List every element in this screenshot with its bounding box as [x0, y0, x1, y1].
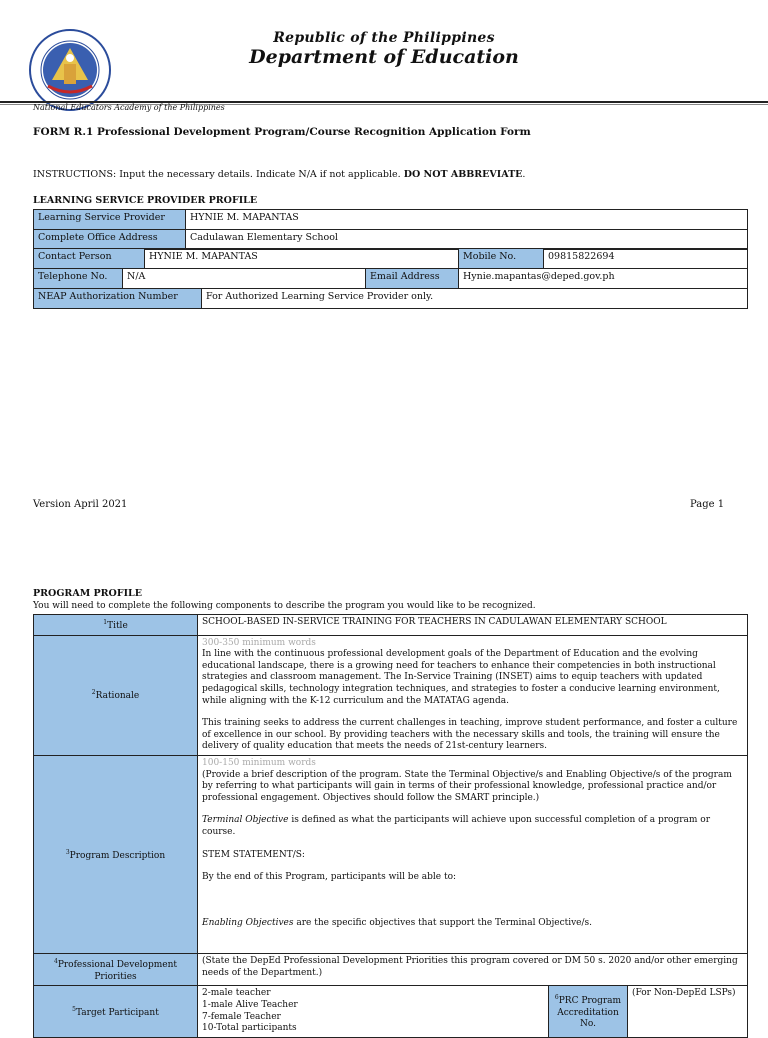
priorities-label-cell — [34, 954, 198, 986]
stem-by-end: By the end of this Program, participants will be able to: — [202, 872, 457, 883]
telephone-value[interactable]: N/A — [123, 269, 366, 289]
telephone-label: Telephone No. — [34, 269, 123, 289]
republic-heading: Republic of the Philippines — [273, 30, 495, 46]
mobile-label: Mobile No. — [459, 249, 544, 269]
neap-line: National Educators Academy of the Philippines — [33, 103, 225, 112]
target-line: 2-male teacher — [202, 988, 271, 999]
target-label: Target Participant — [76, 1007, 159, 1018]
lsp-phone-table — [33, 268, 748, 289]
rationale-num: 2 — [91, 689, 96, 697]
address-value[interactable]: Cadulawan Elementary School — [186, 230, 748, 250]
title-num: 1 — [103, 619, 108, 626]
rationale-value[interactable] — [198, 635, 748, 755]
contact-value[interactable]: HYNIE M. MAPANTAS — [145, 249, 459, 269]
prc-num: 6 — [554, 994, 559, 1002]
mobile-value[interactable]: 09815822694 — [544, 249, 748, 269]
description-paragraph-1: (Provide a brief description of the program. State the Terminal Objective/s and Enabling Objective/s of the program by referring to what participants will gain in terms of their professional knowledge, professional practice and/or professional engagement. Objectives should follow the SMART principle.) — [202, 769, 732, 803]
target-line: 1-male Alive Teacher — [202, 1000, 298, 1011]
instructions-end: . — [522, 169, 526, 180]
rationale-paragraph-1: In line with the continuous professional development goals of the Department of Education and the evolving educational landscape, there is a growing need for teachers to enhance their competencies in both instructional strategies and classroom management. The In-Service Training (INSET) aims to equip teachers with updated pedagogical skills, technology integration techniques, and strategies to foster a conducive learning environment, while aligning with the K-12 curriculum and the MATATAG agenda. — [202, 649, 720, 706]
neap-label: NEAP Authorization Number — [34, 289, 202, 309]
target-value[interactable] — [198, 986, 549, 1037]
target-label-cell — [34, 986, 198, 1037]
instructions — [33, 169, 525, 180]
neap-value[interactable]: For Authorized Learning Service Provider only. — [202, 289, 748, 309]
stem-statement: STEM STATEMENT/S: — [202, 849, 305, 860]
target-line: 10-Total participants — [202, 1023, 297, 1034]
enabling-objective-rest: are the specific objectives that support the Terminal Objective/s. — [293, 917, 593, 928]
rationale-label-cell — [34, 635, 198, 755]
enabling-objective-em: Enabling Objectives — [202, 917, 294, 928]
program-profile-subtitle: You will need to complete the following components to describe the program you would like to be recognized. — [33, 601, 536, 611]
description-num: 3 — [65, 848, 70, 856]
title-label: Title — [107, 621, 128, 631]
page-number: Page 1 — [690, 499, 725, 510]
contact-label: Contact Person — [34, 249, 145, 269]
lsp-neap-table — [33, 288, 748, 309]
priorities-label: Professional Development Priorities — [57, 960, 177, 982]
provider-value[interactable]: HYNIE M. MAPANTAS — [186, 210, 748, 230]
instructions-bold: DO NOT ABBREVIATE — [403, 169, 523, 180]
title-label-cell — [34, 615, 198, 636]
description-hint: 100-150 minimum words — [202, 757, 316, 768]
priorities-num: 4 — [54, 958, 58, 966]
description-label-cell — [34, 755, 198, 953]
terminal-objective-em: Terminal Objective — [202, 815, 289, 826]
enabling-objective-text — [202, 918, 743, 930]
program-profile-title: PROGRAM PROFILE — [33, 588, 142, 599]
department-heading: Department of Education — [249, 46, 519, 68]
description-value[interactable] — [198, 755, 748, 953]
email-value[interactable]: Hynie.mapantas@deped.gov.ph — [459, 269, 748, 289]
prc-label-cell — [549, 986, 628, 1037]
prc-label: PRC Program Accreditation No. — [557, 996, 622, 1030]
form-title: FORM R.1 Professional Development Program/Course Recognition Application Form — [33, 126, 531, 138]
email-label: Email Address — [366, 269, 459, 289]
version-text: Version April 2021 — [33, 499, 128, 510]
instructions-text: INSTRUCTIONS: Input the necessary details. Indicate N/A if not applicable. — [33, 169, 404, 180]
address-label: Complete Office Address — [34, 230, 186, 250]
lsp-section-title: LEARNING SERVICE PROVIDER PROFILE — [33, 195, 258, 206]
target-num: 5 — [72, 1005, 76, 1013]
terminal-objective-text — [202, 815, 743, 838]
title-value[interactable]: SCHOOL-BASED IN-SERVICE TRAINING FOR TEACHERS IN CADULAWAN ELEMENTARY SCHOOL — [198, 615, 748, 636]
rationale-paragraph-2: This training seeks to address the current challenges in teaching, improve student performance, and foster a culture of excellence in our school. By providing teachers with the necessary skills and tools, the training will ensure the delivery of quality education that meets the needs of 21st-century learners. — [202, 718, 738, 752]
lsp-contact-table — [33, 248, 748, 269]
provider-label: Learning Service Provider — [34, 210, 186, 230]
description-label: Program Description — [69, 850, 166, 861]
rationale-hint: 300-350 minimum words — [202, 637, 316, 648]
priorities-value[interactable]: (State the DepEd Professional Development Priorities this program covered or DM 50 s. 2020 and/or other emerging needs of the Department.) — [198, 954, 748, 986]
terminal-objective-rest: is defined as what the participants will achieve upon successful completion of a program or course. — [202, 815, 710, 837]
program-profile-table — [33, 614, 748, 1038]
lsp-profile-table — [33, 209, 748, 250]
rationale-label: Rationale — [95, 691, 140, 702]
prc-value[interactable]: (For Non-DepEd LSPs) — [628, 986, 748, 1037]
target-line: 7-female Teacher — [202, 1011, 281, 1022]
